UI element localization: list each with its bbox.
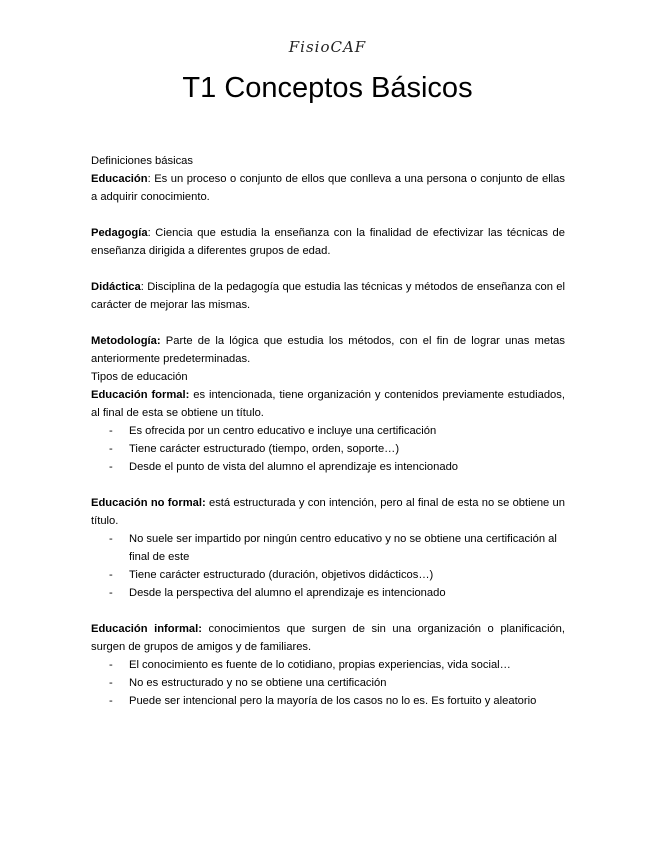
- list-formal: [91, 422, 565, 476]
- list-informal: [91, 656, 565, 710]
- definition-metodologia-text: Parte de la lógica que estudia los métodos, con el fin de lograr unas metas anteriormente predeterminadas.: [91, 335, 565, 365]
- definition-educacion-text: : Es un proceso o conjunto de ellos que conlleva a una persona o conjunto de ellas a adquirir conocimiento.: [91, 173, 565, 203]
- list-item: [91, 566, 565, 584]
- list-item: [91, 422, 565, 440]
- list-no-formal: [91, 530, 565, 602]
- list-item-text: Tiene carácter estructurado (duración, objetivos didácticos…): [129, 569, 434, 581]
- list-item-text: Puede ser intencional pero la mayoría de los casos no lo es. Es fortuito y aleatorio: [129, 695, 537, 707]
- dash-bullet: -: [109, 443, 113, 455]
- list-item: [91, 530, 565, 566]
- section-heading-definiciones: Definiciones básicas: [91, 155, 193, 167]
- spacer: [91, 260, 565, 278]
- spacer: [91, 602, 565, 620]
- dash-bullet: -: [109, 425, 113, 437]
- term-informal: Educación informal:: [91, 623, 202, 635]
- section-heading-tipos: Tipos de educación: [91, 371, 188, 383]
- term-metodologia: Metodología:: [91, 335, 161, 347]
- dash-bullet: -: [109, 695, 113, 707]
- definition-didactica-text: : Disciplina de la pedagogía que estudia las técnicas y métodos de enseñanza con el carácter de mejorar las mismas.: [91, 281, 565, 311]
- spacer: [91, 476, 565, 494]
- definition-educacion: [91, 170, 565, 206]
- term-educacion: Educación: [91, 173, 148, 185]
- list-item-text: Desde la perspectiva del alumno el aprendizaje es intencionado: [129, 587, 446, 599]
- list-item: [91, 458, 565, 476]
- definition-pedagogia: [91, 224, 565, 260]
- dash-bullet: -: [109, 569, 113, 581]
- term-no-formal: Educación no formal:: [91, 497, 206, 509]
- definition-informal-text: conocimientos que surgen de sin una organización o planificación, surgen de grupos de amigos y de familiares.: [91, 623, 566, 653]
- logo-signature: FisioCAF: [288, 38, 367, 56]
- definition-no-formal-text: está estructurada y con intención, pero al final de esta no se obtiene un título.: [91, 497, 565, 527]
- term-formal: Educación formal:: [91, 389, 190, 401]
- list-item-text: El conocimiento es fuente de lo cotidiano, propias experiencias, vida social…: [129, 659, 511, 671]
- list-item: [91, 584, 565, 602]
- list-item-text: Es ofrecida por un centro educativo e incluye una certificación: [129, 425, 437, 437]
- list-item: [91, 440, 565, 458]
- definition-metodologia: [91, 332, 565, 368]
- spacer: [91, 314, 565, 332]
- spacer: [91, 206, 565, 224]
- dash-bullet: -: [109, 461, 113, 473]
- page-title: T1 Conceptos Básicos: [182, 72, 473, 104]
- list-item: [91, 692, 565, 710]
- document-body: [91, 152, 565, 710]
- dash-bullet: -: [109, 659, 113, 671]
- definition-didactica: [91, 278, 565, 314]
- definition-formal-text: es intencionada, tiene organización y contenidos previamente estudiados, al final de esta se obtiene un título.: [91, 389, 565, 419]
- list-item: [91, 656, 565, 674]
- term-didactica: Didáctica: [91, 281, 141, 293]
- definition-no-formal: [91, 494, 565, 530]
- list-item-text: Tiene carácter estructurado (tiempo, orden, soporte…): [129, 443, 400, 455]
- definition-formal: [91, 386, 565, 422]
- list-item-text: No suele ser impartido por ningún centro educativo y no se obtiene una certificación al final de este: [129, 533, 557, 563]
- dash-bullet: -: [109, 677, 113, 689]
- definition-pedagogia-text: : Ciencia que estudia la enseñanza con la finalidad de efectivizar las técnicas de enseñanza dirigida a diferentes grupos de edad.: [91, 227, 565, 257]
- list-item-text: Desde el punto de vista del alumno el aprendizaje es intencionado: [129, 461, 459, 473]
- term-pedagogia: Pedagogía: [91, 227, 148, 239]
- list-item: [91, 674, 565, 692]
- dash-bullet: -: [109, 587, 113, 599]
- definition-informal: [91, 620, 565, 656]
- list-item-text: No es estructurado y no se obtiene una certificación: [129, 677, 387, 689]
- dash-bullet: -: [109, 533, 113, 545]
